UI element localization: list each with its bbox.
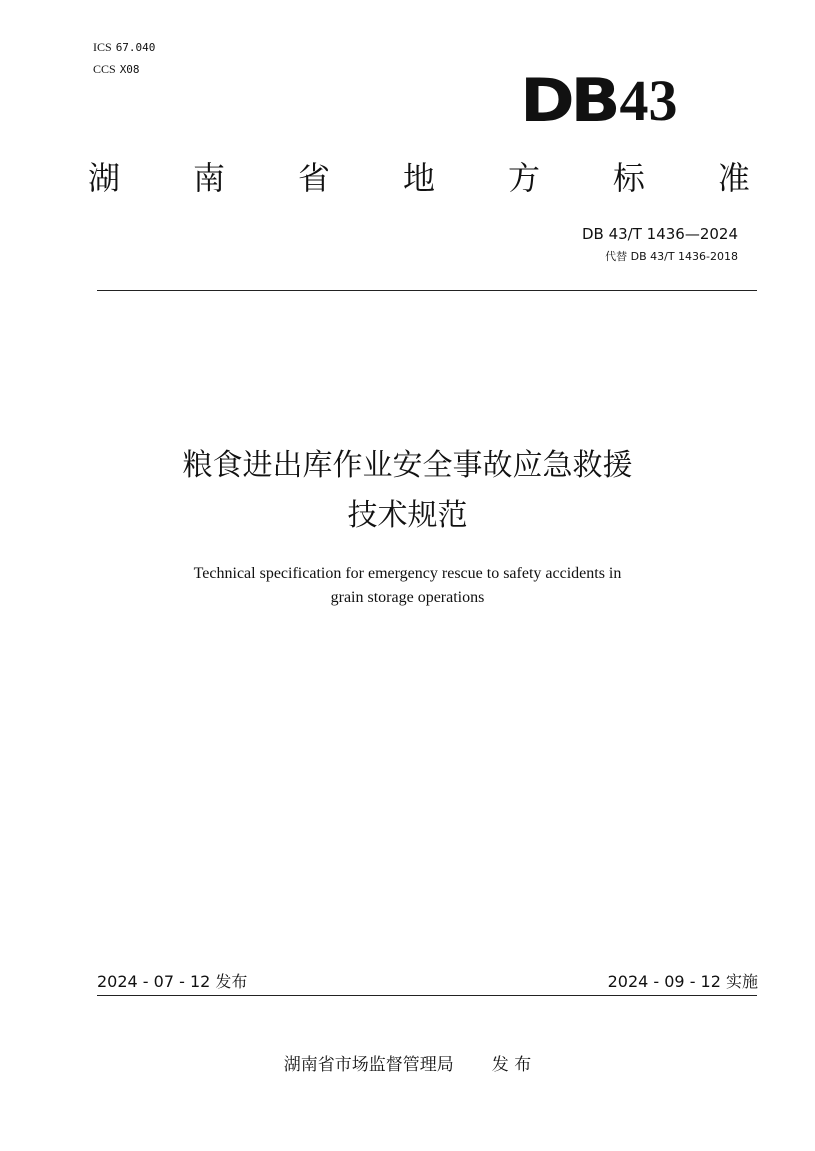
ccs-line (93, 62, 140, 77)
standard-type-title (88, 158, 750, 198)
standard-type-char: 方 (507, 159, 540, 197)
standard-type-char: 地 (402, 159, 435, 197)
issue-date: 2024 - 07 - 12 发布 (97, 972, 248, 991)
standard-type-char: 省 (297, 159, 330, 197)
ics-line (93, 40, 155, 55)
replaces-standard: 代替 DB 43/T 1436-2018 (605, 250, 738, 263)
top-divider (97, 290, 757, 291)
standard-type-char: 湖 (88, 159, 121, 197)
db-logo-letters: DB (520, 66, 617, 136)
standard-type-char: 标 (612, 159, 645, 197)
english-title-line-1: Technical specification for emergency rescue to safety accidents in (193, 565, 622, 582)
standard-type-char: 准 (717, 159, 750, 197)
publisher-line (0, 1054, 815, 1076)
ccs-label: CCS (93, 62, 116, 76)
chinese-title-line-2: 技术规范 (347, 498, 468, 533)
standard-type-char: 南 (192, 159, 225, 197)
chinese-title-line-1: 粮食进出库作业安全事故应急救援 (182, 448, 633, 483)
db-logo-number: 43 (619, 68, 678, 133)
bottom-divider (97, 995, 757, 996)
english-title-line-2: grain storage operations (330, 589, 485, 606)
ics-label: ICS (93, 40, 112, 54)
effective-date: 2024 - 09 - 12 实施 (607, 972, 758, 991)
ics-code: 67.040 (115, 41, 156, 54)
publisher-name: 湖南省市场监督管理局 (283, 1055, 454, 1075)
standard-number: DB 43/T 1436—2024 (581, 225, 738, 243)
publisher-action: 发 布 (491, 1055, 532, 1075)
ccs-code: X08 (119, 63, 140, 76)
db-logo (520, 66, 678, 136)
